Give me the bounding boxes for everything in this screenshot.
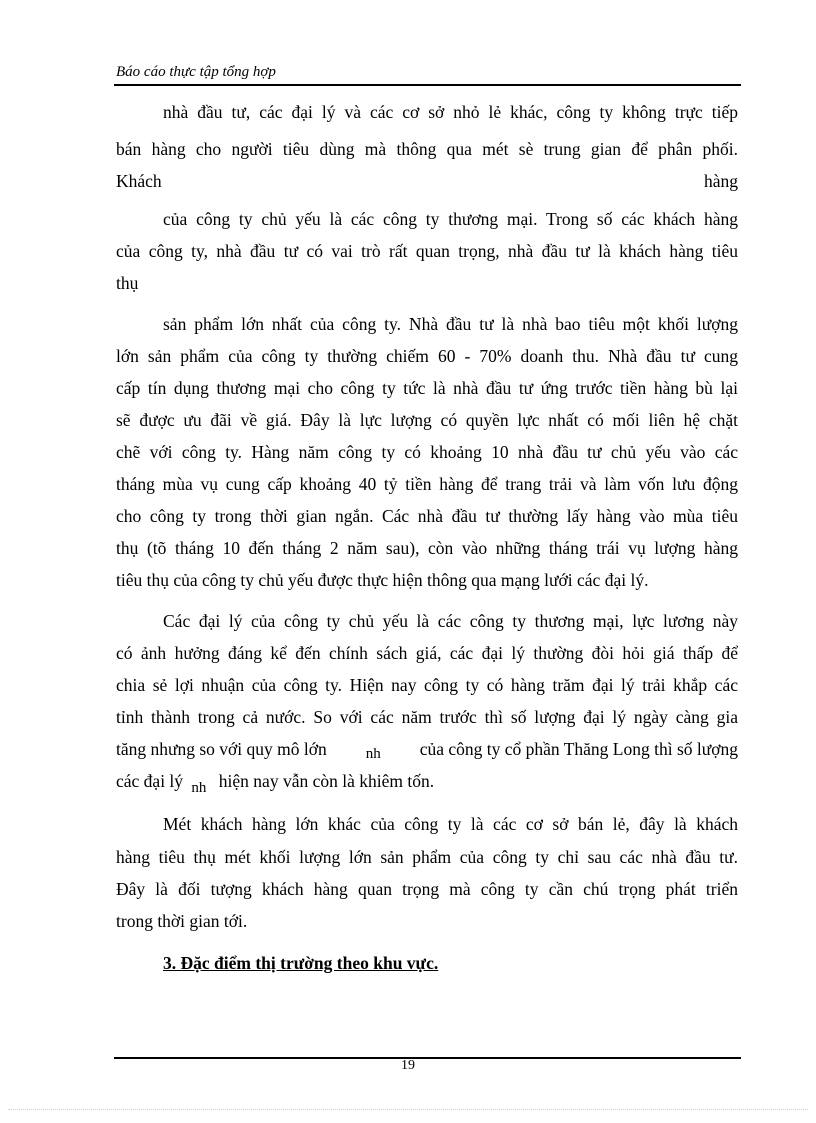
paragraph-4-line-4: tỉnh thành trong cả nước. So với các năm trước thì số lượng đại lý ngày càng gia — [116, 707, 738, 727]
paragraph-1-line-3-right: hàng — [703, 171, 738, 191]
paragraph-4-line-6-part-b: hiện nay vẫn còn là khiêm tốn. — [218, 771, 435, 791]
paragraph-4-line-5-part-a: tăng nhưng so với quy mô lớn — [116, 739, 327, 759]
paragraph-3-line-2: lớn sản phẩm của công ty thường chiếm 60 - 70% doanh thu. Nhà đầu tư cung — [116, 346, 738, 366]
header-divider — [114, 84, 741, 86]
paragraph-1-line-2: bán hàng cho người tiêu dùng mà thông qua mét sè trung gian để phân phối. — [116, 139, 738, 159]
page-number: 19 — [401, 1058, 415, 1073]
paragraph-4-line-6-part-a: các đại lý — [116, 771, 184, 791]
paragraph-4-line-2: có ảnh hưởng đáng kể đến chính sách giá, các đại lý thường đòi hỏi giá thấp để — [116, 643, 738, 663]
paragraph-5-line-2: hàng tiêu thụ mét khối lượng lớn sản phẩm của công ty chỉ sau các nhà đầu tư. — [116, 847, 738, 867]
paragraph-3-line-7: cho công ty trong thời gian ngắn. Các nhà đầu tư thường lấy hàng vào mùa tiêu — [116, 506, 738, 526]
paragraph-4-line-6 — [116, 770, 738, 796]
paragraph-4-line-3: chia sẻ lợi nhuận của công ty. Hiện nay công ty có hàng trăm đại lý trải khắp các — [116, 675, 738, 695]
paragraph-1-line-3-left: Khách — [116, 171, 162, 191]
paragraph-5-line-4: trong thời gian tới. — [116, 911, 248, 931]
paragraph-4-line-6-subscript: nh — [191, 780, 207, 796]
paragraph-3-line-5: chẽ với công ty. Hàng năm công ty có khoảng 10 nhà đầu tư chủ yếu vào các — [116, 442, 738, 462]
paragraph-4-line-5 — [116, 738, 738, 760]
paragraph-2-line-1: của công ty chủ yếu là các công ty thương mại. Trong số các khách hàng — [163, 209, 738, 229]
paragraph-3-line-8: thụ (tõ tháng 10 đến tháng 2 năm sau), còn vào những tháng trái vụ lượng hàng — [116, 538, 738, 558]
paragraph-3-line-3: cấp tín dụng thương mại cho công ty tức là nhà đầu tư ứng trước tiền hàng bù lại — [116, 378, 738, 398]
paragraph-3-line-4: sẽ được ưu đãi về giá. Đây là lực lượng có quyền lực nhất có mối liên hệ chặt — [116, 410, 738, 430]
page-boundary-line — [8, 1109, 808, 1110]
paragraph-5-line-3: Đây là đối tượng khách hàng quan trọng mà công ty cần chú trọng phát triển — [116, 879, 738, 899]
paragraph-2-line-3: thụ — [116, 273, 139, 293]
paragraph-4-line-1: Các đại lý của công ty chủ yếu là các công ty thương mại, lực lương này — [163, 611, 738, 631]
paragraph-4-line-5-subscript: nh — [365, 746, 381, 762]
paragraph-3-line-6: tháng mùa vụ cung cấp khoảng 40 tỷ tiền hàng để trang trải và làm vốn lưu động — [116, 474, 738, 494]
paragraph-1-line-3 — [116, 170, 738, 192]
section-heading: 3. Đặc điểm thị trường theo khu vực. — [163, 953, 439, 973]
running-header: Báo cáo thực tập tổng hợp — [116, 64, 276, 80]
paragraph-1-line-1: nhà đầu tư, các đại lý và các cơ sở nhỏ lẻ khác, công ty không trực tiếp — [163, 102, 738, 122]
paragraph-5-line-1: Mét khách hàng lớn khác của công ty là các cơ sở bán lẻ, đây là khách — [163, 814, 738, 834]
paragraph-2-line-2: của công ty, nhà đầu tư có vai trò rất quan trọng, nhà đầu tư là khách hàng tiêu — [116, 241, 738, 261]
paragraph-3-line-1: sản phẩm lớn nhất của công ty. Nhà đầu tư là nhà bao tiêu một khối lượng — [163, 314, 738, 334]
paragraph-4-line-5-part-b: của công ty cổ phần Thăng Long thì số lượng — [419, 739, 738, 759]
paragraph-3-line-9: tiêu thụ của công ty chủ yếu được thực hiện thông qua mạng lưới các đại lý. — [116, 570, 649, 590]
